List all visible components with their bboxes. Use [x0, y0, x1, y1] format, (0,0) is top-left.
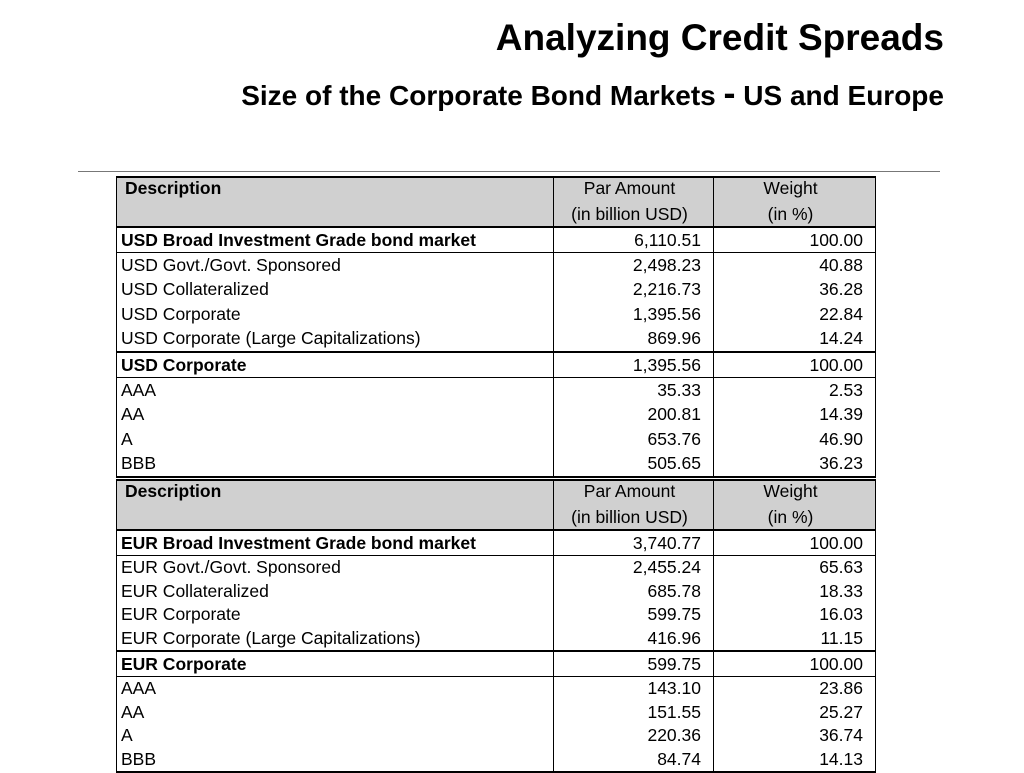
cell-par: 6,110.51: [554, 227, 714, 253]
eur-market-table: [116, 479, 876, 773]
cell-weight: 46.90: [714, 427, 876, 452]
table-row: [117, 748, 876, 773]
cell-label: AAA: [117, 677, 554, 701]
cell-par: 505.65: [554, 452, 714, 478]
cell-weight: 25.27: [714, 701, 876, 725]
cell-label: USD Broad Investment Grade bond market: [117, 227, 554, 253]
table-row-eur-broad: [117, 530, 876, 556]
cell-weight: 65.63: [714, 556, 876, 580]
table-row: [117, 427, 876, 452]
slide-title-block: [164, 16, 944, 117]
cell-par: 200.81: [554, 403, 714, 428]
subtitle-region: US and Europe: [743, 80, 944, 111]
cell-weight: 40.88: [714, 253, 876, 278]
page-subtitle: [164, 72, 944, 117]
header-weight: Weight: [714, 177, 876, 202]
cell-label: USD Corporate: [117, 302, 554, 327]
cell-label: AAA: [117, 378, 554, 403]
header-par-unit: (in billion USD): [554, 505, 714, 530]
cell-weight: 23.86: [714, 677, 876, 701]
cell-weight: 16.03: [714, 603, 876, 627]
cell-par: 2,498.23: [554, 253, 714, 278]
cell-label: AA: [117, 403, 554, 428]
cell-weight: 100.00: [714, 651, 876, 677]
cell-label: EUR Corporate (Large Capitalizations): [117, 627, 554, 652]
cell-weight: 14.24: [714, 327, 876, 353]
cell-par: 143.10: [554, 677, 714, 701]
cell-par: 2,455.24: [554, 556, 714, 580]
cell-label: EUR Govt./Govt. Sponsored: [117, 556, 554, 580]
header-par-unit: (in billion USD): [554, 202, 714, 227]
table-row: [117, 701, 876, 725]
cell-label: USD Corporate (Large Capitalizations): [117, 327, 554, 353]
table-row-usd-corporate: [117, 352, 876, 378]
cell-par: 1,395.56: [554, 352, 714, 378]
header-blank: [117, 202, 554, 227]
cell-weight: 14.13: [714, 748, 876, 773]
table-row: [117, 603, 876, 627]
cell-label: EUR Corporate: [117, 603, 554, 627]
header-par-amount: Par Amount: [554, 177, 714, 202]
table-row: [117, 403, 876, 428]
cell-par: 35.33: [554, 378, 714, 403]
cell-weight: 100.00: [714, 352, 876, 378]
cell-label: BBB: [117, 452, 554, 478]
table-row: [117, 302, 876, 327]
cell-label: A: [117, 724, 554, 748]
cell-par: 685.78: [554, 580, 714, 604]
cell-par: 653.76: [554, 427, 714, 452]
cell-weight: 11.15: [714, 627, 876, 652]
table-row: [117, 378, 876, 403]
header-par-amount: Par Amount: [554, 480, 714, 505]
header-weight-unit: (in %): [714, 202, 876, 227]
cell-par: 1,395.56: [554, 302, 714, 327]
cell-weight: 2.53: [714, 378, 876, 403]
cell-weight: 18.33: [714, 580, 876, 604]
header-weight-unit: (in %): [714, 505, 876, 530]
cell-par: 3,740.77: [554, 530, 714, 556]
header-description: Description: [117, 480, 554, 505]
cell-label: USD Corporate: [117, 352, 554, 378]
cell-weight: 100.00: [714, 530, 876, 556]
cell-par: 84.74: [554, 748, 714, 773]
cell-par: 869.96: [554, 327, 714, 353]
cell-par: 151.55: [554, 701, 714, 725]
table-row: [117, 452, 876, 478]
cell-par: 2,216.73: [554, 278, 714, 303]
usd-market-table: [116, 176, 876, 478]
subtitle-dash: -: [723, 72, 736, 113]
table-row: [117, 278, 876, 303]
table-header-row-units: [117, 505, 876, 530]
table-header-row-units: [117, 202, 876, 227]
table-row: [117, 677, 876, 701]
cell-par: 416.96: [554, 627, 714, 652]
page-title: Analyzing Credit Spreads: [495, 17, 944, 58]
cell-weight: 36.74: [714, 724, 876, 748]
table-row: [117, 627, 876, 652]
table-row: [117, 580, 876, 604]
table-row: [117, 724, 876, 748]
header-description: Description: [117, 177, 554, 202]
cell-label: BBB: [117, 748, 554, 773]
table-row-usd-broad: [117, 227, 876, 253]
subtitle-text: Size of the Corporate Bond Markets: [241, 80, 716, 111]
cell-weight: 36.28: [714, 278, 876, 303]
cell-label: EUR Broad Investment Grade bond market: [117, 530, 554, 556]
table-row-eur-corporate: [117, 651, 876, 677]
cell-label: USD Govt./Govt. Sponsored: [117, 253, 554, 278]
title-divider: [78, 171, 940, 172]
cell-weight: 36.23: [714, 452, 876, 478]
header-blank: [117, 505, 554, 530]
cell-par: 599.75: [554, 603, 714, 627]
cell-label: USD Collateralized: [117, 278, 554, 303]
cell-weight: 14.39: [714, 403, 876, 428]
table-row: [117, 556, 876, 580]
table-row: [117, 253, 876, 278]
cell-label: AA: [117, 701, 554, 725]
cell-label: EUR Corporate: [117, 651, 554, 677]
table-header-row: [117, 480, 876, 505]
header-weight: Weight: [714, 480, 876, 505]
cell-weight: 22.84: [714, 302, 876, 327]
table-row: [117, 327, 876, 353]
cell-label: EUR Collateralized: [117, 580, 554, 604]
table-header-row: [117, 177, 876, 202]
cell-par: 220.36: [554, 724, 714, 748]
cell-par: 599.75: [554, 651, 714, 677]
cell-label: A: [117, 427, 554, 452]
cell-weight: 100.00: [714, 227, 876, 253]
